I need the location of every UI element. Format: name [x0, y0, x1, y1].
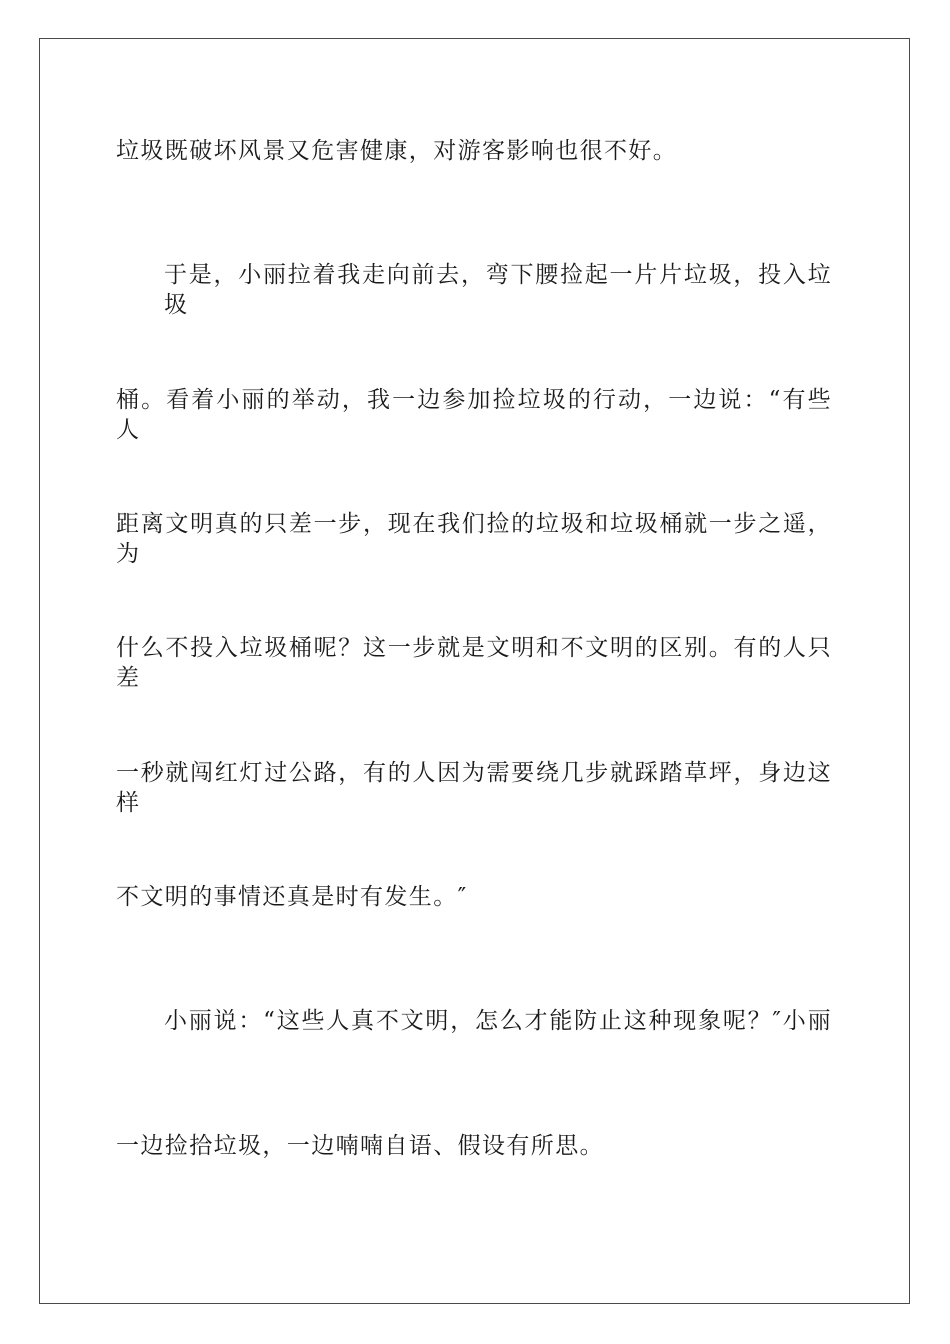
- text-line-7: 不文明的事情还真是时有发生。″: [116, 884, 468, 910]
- text-line-5: 什么不投入垃圾桶呢？这一步就是文明和不文明的区别。有的人只差: [116, 635, 832, 691]
- text-line-9: 一边捡拾垃圾，一边喃喃自语、假设有所思。: [116, 1133, 604, 1159]
- text-line-3: 桶。看着小丽的举动，我一边参加捡垃圾的行动，一边说：“有些人: [116, 387, 832, 443]
- text-line-1: 垃圾既破坏风景又危害健康，对游客影响也很不好。: [116, 138, 678, 164]
- text-line-4: 距离文明真的只差一步，现在我们捡的垃圾和垃圾桶就一步之遥，为: [116, 511, 832, 567]
- text-line-6: 一秒就闯红灯过公路，有的人因为需要绕几步就踩踏草坪，身边这样: [116, 760, 832, 816]
- text-line-8: 小丽说：“这些人真不文明，怎么才能防止这种现象呢？″小丽: [164, 1008, 832, 1034]
- text-line-2: 于是，小丽拉着我走向前去，弯下腰捡起一片片垃圾，投入垃圾: [164, 262, 832, 318]
